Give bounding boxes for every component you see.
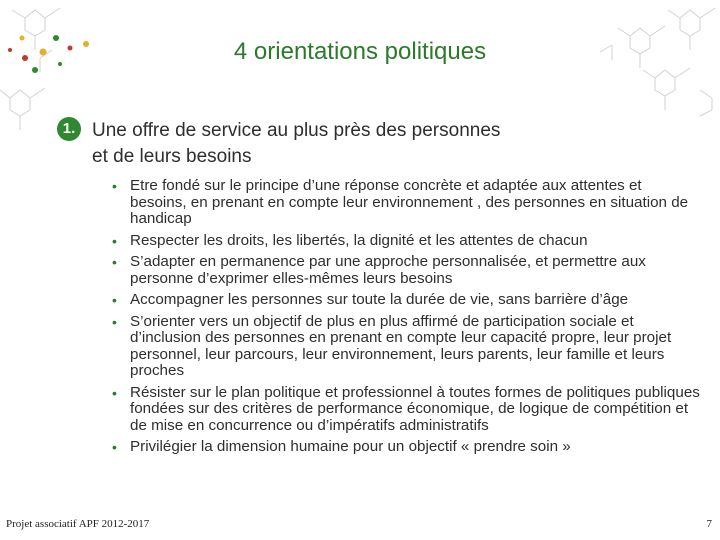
bullet-icon: • xyxy=(112,439,117,455)
bullet-item xyxy=(112,178,702,228)
bullet-text: Privilégier la dimension humaine pour un objectif « prendre soin » xyxy=(130,438,571,455)
bullet-icon: • xyxy=(112,384,117,401)
slide-title: 4 orientations politiques xyxy=(233,38,487,65)
bullet-item xyxy=(112,292,702,309)
bullet-text: S’adapter en permanence par une approche personnalisée, et permettre aux personne d’exprimer elles-mêmes leurs besoins xyxy=(130,253,646,287)
bullet-item xyxy=(112,385,702,435)
bullet-icon: • xyxy=(112,254,117,270)
section-title-line-2: et de leurs besoins xyxy=(92,146,252,167)
bullet-text: Respecter les droits, les libertés, la dignité et les attentes de chacun xyxy=(130,231,588,249)
bullet-item xyxy=(112,254,702,287)
bullet-item xyxy=(112,233,702,250)
bullet-text: S’orienter vers un objectif de plus en plus affirmé de participation sociale et d’inclusion des personnes en prenant en compte leur capacité propre, leur projet personnel, leur parcours, leur environnement, leurs parents, leur famille et leurs proches xyxy=(130,312,672,379)
bullet-item xyxy=(112,439,702,456)
bullet-list xyxy=(112,178,702,461)
bullet-text: Etre fondé sur le principe d’une réponse concrète et adaptée aux attentes et besoins, en prenant en compte leur environnement , des personnes en situation de handicap xyxy=(130,177,689,227)
footer-project-label: Projet associatif APF 2012-2017 xyxy=(6,518,150,530)
bullet-icon: • xyxy=(112,232,117,249)
page-number: 7 xyxy=(706,518,712,530)
section-title xyxy=(92,118,612,170)
bullet-item xyxy=(112,314,702,380)
section-number-badge: 1. xyxy=(57,117,81,141)
bullet-icon: • xyxy=(112,292,117,308)
bullet-text: Résister sur le plan politique et professionnel à toutes formes de politiques publiques fondées sur des critères de performance économique, de logique de compétition et de mise en concurrence ou d’impératifs administratifs xyxy=(130,383,700,434)
bullet-icon: • xyxy=(112,313,117,330)
bullet-icon: • xyxy=(112,178,117,194)
section-title-line-1: Une offre de service au plus près des personnes xyxy=(92,120,501,141)
bullet-text: Accompagner les personnes sur toute la durée de vie, sans barrière d’âge xyxy=(130,291,629,308)
